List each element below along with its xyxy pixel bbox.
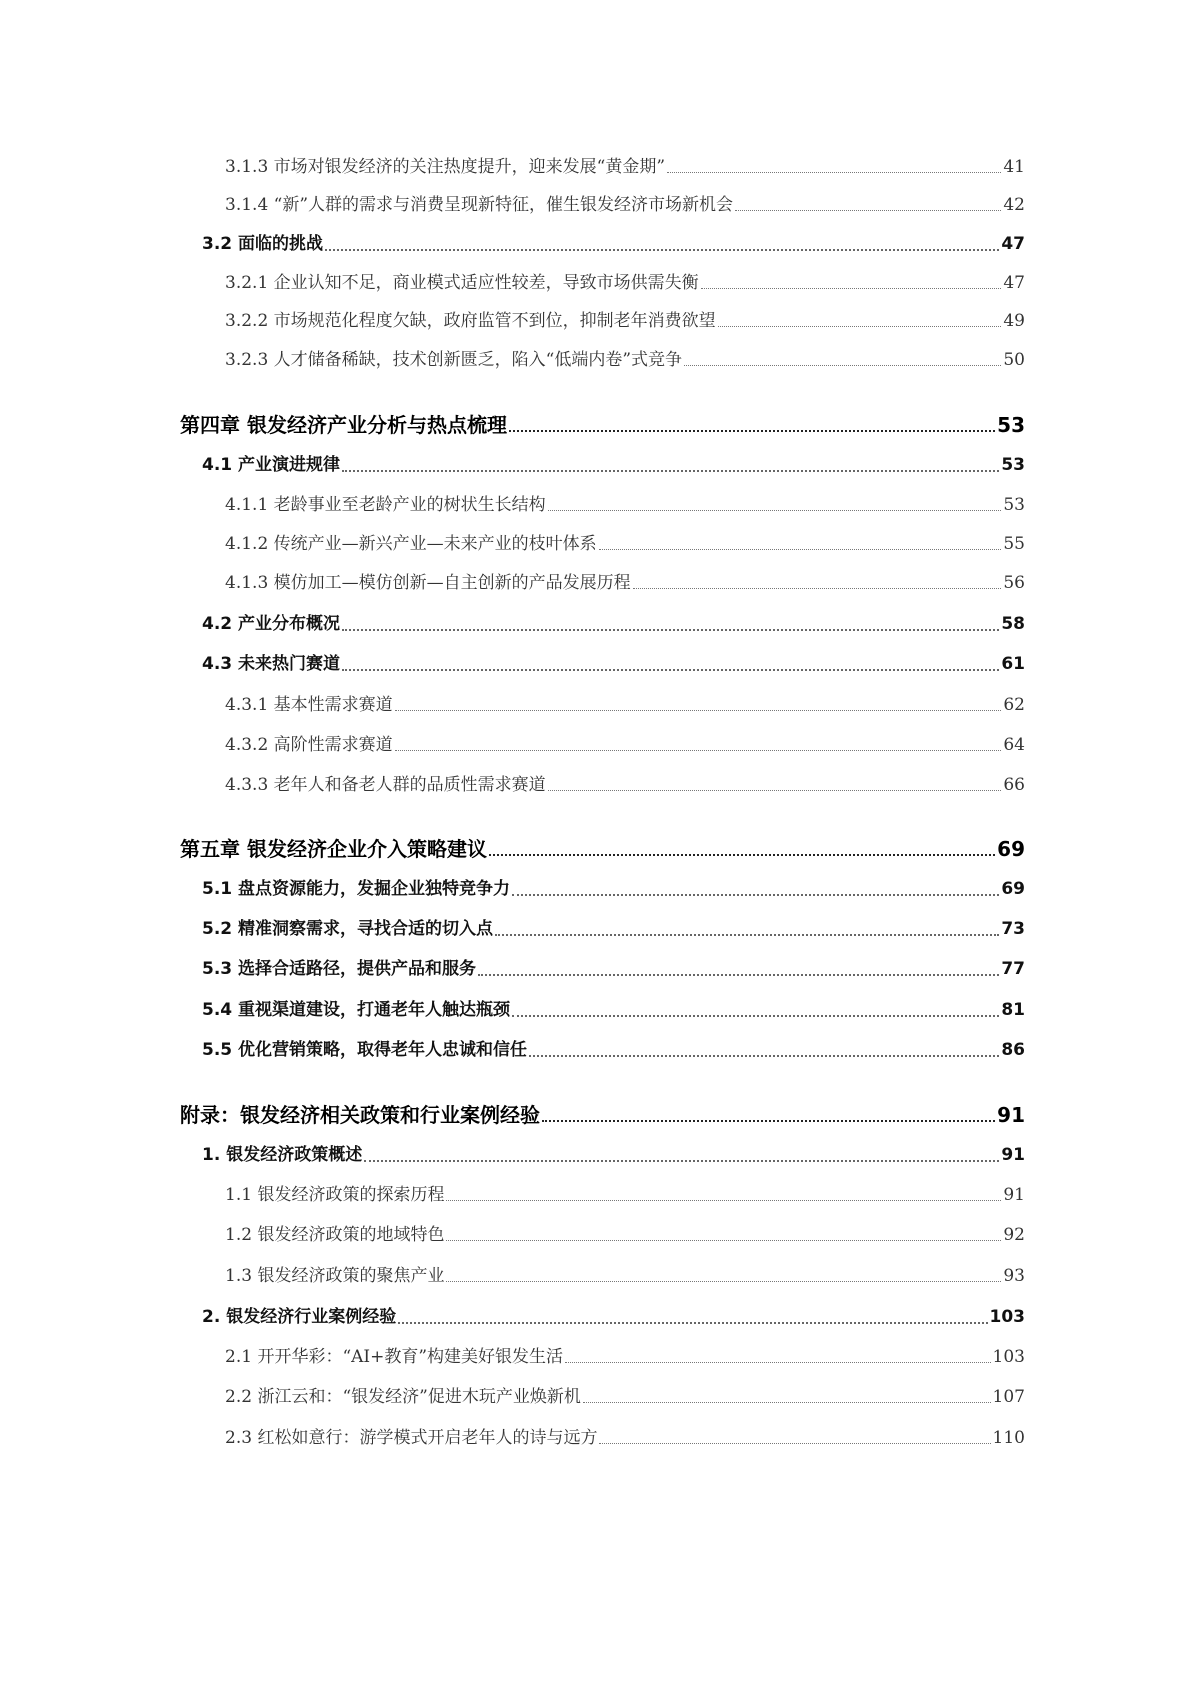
toc-entry-title: 1.1 银发经济政策的探索历程: [225, 1185, 445, 1205]
toc-entry-title: 第五章 银发经济企业介入策略建议: [180, 837, 487, 861]
dot-leader: [446, 1269, 1001, 1282]
toc-entry-appendix-2[interactable]: [180, 1302, 1025, 1332]
toc-entry-page: 62: [1003, 695, 1025, 715]
toc-entry-4-3-2[interactable]: [180, 730, 1025, 760]
toc-entry-page: 91: [1003, 1185, 1025, 1205]
toc-entry-title: 4.3.3 老年人和备老人群的品质性需求赛道: [225, 775, 546, 795]
toc-entry-page: 55: [1003, 534, 1025, 554]
toc-entry-page: 103: [989, 1307, 1025, 1327]
toc-entry-title: 5.5 优化营销策略，取得老年人忠诚和信任: [202, 1040, 528, 1060]
toc-chapter-4[interactable]: [180, 410, 1025, 440]
toc-entry-5-1[interactable]: [180, 874, 1025, 904]
toc-entry-page: 47: [1001, 234, 1025, 254]
toc-entry-page: 50: [1003, 350, 1025, 370]
toc-entry-page: 73: [1001, 919, 1025, 939]
toc-entry-title: 3.1.3 市场对银发经济的关注热度提升，迎来发展“黄金期”: [225, 157, 666, 177]
toc-entry-3-2[interactable]: [180, 229, 1025, 259]
toc-entry-page: 92: [1003, 1225, 1025, 1245]
dot-leader: [512, 882, 999, 896]
toc-entry-4-3-3[interactable]: [180, 770, 1025, 800]
toc-entry-title: 2.3 红松如意行：游学模式开启老年人的诗与远方: [225, 1428, 598, 1448]
toc-entry-page: 93: [1003, 1266, 1025, 1286]
dot-leader: [599, 537, 1002, 550]
toc-entry-title: 第四章 银发经济产业分析与热点梳理: [180, 413, 507, 437]
toc-entry-page: 53: [1003, 495, 1025, 515]
toc-entry-page: 47: [1003, 273, 1025, 293]
dot-leader: [398, 1310, 987, 1324]
toc-entry-page: 66: [1003, 775, 1025, 795]
dot-leader: [684, 353, 1001, 366]
toc-entry-page: 53: [1001, 455, 1025, 475]
dot-leader: [701, 276, 1002, 289]
toc-entry-page: 69: [1001, 879, 1025, 899]
dot-leader: [583, 1390, 991, 1403]
toc-entry-3-2-1[interactable]: [180, 268, 1025, 298]
toc-entry-title: 1.3 银发经济政策的聚焦产业: [225, 1266, 445, 1286]
dot-leader: [667, 160, 1001, 173]
toc-entry-4-1-1[interactable]: [180, 490, 1025, 520]
dot-leader: [342, 657, 999, 671]
toc-entry-title: 2.1 开开华彩：“AI+教育”构建美好银发生活: [225, 1347, 564, 1367]
toc-entry-page: 81: [1001, 1000, 1025, 1020]
toc-entry-appendix-2-3[interactable]: [180, 1423, 1025, 1453]
toc-entry-4-1[interactable]: [180, 450, 1025, 480]
toc-entry-5-2[interactable]: [180, 914, 1025, 944]
toc-entry-title: 5.1 盘点资源能力，发掘企业独特竞争力: [202, 879, 511, 899]
dot-leader: [599, 1431, 990, 1444]
toc-entry-appendix-1-2[interactable]: [180, 1220, 1025, 1250]
dot-leader: [395, 698, 1002, 711]
dot-leader: [342, 617, 999, 631]
dot-leader: [565, 1350, 990, 1363]
dot-leader: [548, 498, 1002, 511]
toc-entry-page: 42: [1003, 195, 1025, 215]
toc-entry-appendix-2-2[interactable]: [180, 1382, 1025, 1412]
toc-chapter-5[interactable]: [180, 834, 1025, 864]
toc-entry-4-2[interactable]: [180, 609, 1025, 639]
toc-entry-title: 3.2.2 市场规范化程度欠缺，政府监管不到位，抑制老年消费欲望: [225, 311, 716, 331]
toc-entry-page: 49: [1003, 311, 1025, 331]
toc-entry-5-3[interactable]: [180, 954, 1025, 984]
toc-entry-title: 附录：银发经济相关政策和行业案例经验: [180, 1103, 540, 1127]
toc-entry-page: 64: [1003, 735, 1025, 755]
toc-entry-3-1-3[interactable]: [180, 152, 1025, 182]
toc-entry-title: 1. 银发经济政策概述: [202, 1145, 363, 1165]
toc-entry-title: 4.1.2 传统产业—新兴产业—未来产业的枝叶体系: [225, 534, 597, 554]
toc-entry-page: 91: [997, 1103, 1025, 1127]
dot-leader: [325, 237, 999, 251]
toc-entry-appendix-1-1[interactable]: [180, 1180, 1025, 1210]
toc-entry-page: 103: [992, 1347, 1025, 1367]
toc-entry-title: 5.2 精准洞察需求，寻找合适的切入点: [202, 919, 494, 939]
dot-leader: [395, 738, 1002, 751]
toc-entry-3-2-2[interactable]: [180, 306, 1025, 336]
toc-entry-title: 2.2 浙江云和：“银发经济”促进木玩产业焕新机: [225, 1387, 581, 1407]
toc-entry-title: 3.2.3 人才储备稀缺，技术创新匮乏，陷入“低端内卷”式竞争: [225, 350, 683, 370]
toc-entry-title: 4.3.1 基本性需求赛道: [225, 695, 393, 715]
toc-entry-3-1-4[interactable]: [180, 190, 1025, 220]
dot-leader: [735, 198, 1001, 211]
toc-entry-title: 3.2 面临的挑战: [202, 234, 324, 254]
toc-entry-title: 3.2.1 企业认知不足，商业模式适应性较差，导致市场供需失衡: [225, 273, 699, 293]
toc-entry-appendix-1[interactable]: [180, 1140, 1025, 1170]
dot-leader: [478, 962, 999, 976]
toc-entry-appendix-1-3[interactable]: [180, 1261, 1025, 1291]
toc-entry-4-1-2[interactable]: [180, 529, 1025, 559]
toc-entry-5-5[interactable]: [180, 1035, 1025, 1065]
toc-entry-title: 4.2 产业分布概况: [202, 614, 341, 634]
toc-entry-title: 5.4 重视渠道建设，打通老年人触达瓶颈: [202, 1000, 511, 1020]
toc-entry-page: 86: [1001, 1040, 1025, 1060]
toc-entry-page: 56: [1003, 573, 1025, 593]
toc-entry-page: 41: [1003, 157, 1025, 177]
toc-entry-3-2-3[interactable]: [180, 345, 1025, 375]
toc-entry-page: 69: [997, 837, 1025, 861]
dot-leader: [342, 458, 999, 472]
toc-entry-page: 61: [1001, 654, 1025, 674]
toc-entry-5-4[interactable]: [180, 995, 1025, 1025]
toc-entry-4-3[interactable]: [180, 649, 1025, 679]
toc-entry-title: 4.1.3 模仿加工—模仿创新—自主创新的产品发展历程: [225, 573, 631, 593]
toc-entry-page: 77: [1001, 959, 1025, 979]
toc-entry-title: 5.3 选择合适路径，提供产品和服务: [202, 959, 477, 979]
toc-entry-page: 91: [1001, 1145, 1025, 1165]
toc-entry-page: 53: [997, 413, 1025, 437]
dot-leader: [548, 778, 1002, 791]
dot-leader: [529, 1043, 999, 1057]
toc-entry-title: 4.3.2 高阶性需求赛道: [225, 735, 393, 755]
toc-entry-title: 4.3 未来热门赛道: [202, 654, 341, 674]
dot-leader: [489, 842, 995, 856]
dot-leader: [364, 1148, 999, 1162]
dot-leader: [633, 576, 1002, 589]
dot-leader: [446, 1228, 1001, 1241]
toc-entry-4-1-3[interactable]: [180, 568, 1025, 598]
dot-leader: [509, 418, 995, 432]
toc-entry-title: 1.2 银发经济政策的地域特色: [225, 1225, 445, 1245]
dot-leader: [446, 1188, 1001, 1201]
toc-appendix[interactable]: [180, 1100, 1025, 1130]
table-of-contents: [180, 0, 1025, 1698]
toc-entry-title: 4.1.1 老龄事业至老龄产业的树状生长结构: [225, 495, 546, 515]
toc-entry-4-3-1[interactable]: [180, 690, 1025, 720]
dot-leader: [512, 1003, 999, 1017]
toc-entry-page: 107: [992, 1387, 1025, 1407]
dot-leader: [495, 922, 999, 936]
toc-entry-page: 110: [992, 1428, 1025, 1448]
dot-leader: [718, 314, 1002, 327]
dot-leader: [542, 1108, 995, 1122]
toc-entry-appendix-2-1[interactable]: [180, 1342, 1025, 1372]
toc-entry-title: 2. 银发经济行业案例经验: [202, 1307, 397, 1327]
toc-entry-title: 4.1 产业演进规律: [202, 455, 341, 475]
toc-entry-title: 3.1.4 “新”人群的需求与消费呈现新特征，催生银发经济市场新机会: [225, 195, 734, 215]
toc-entry-page: 58: [1001, 614, 1025, 634]
